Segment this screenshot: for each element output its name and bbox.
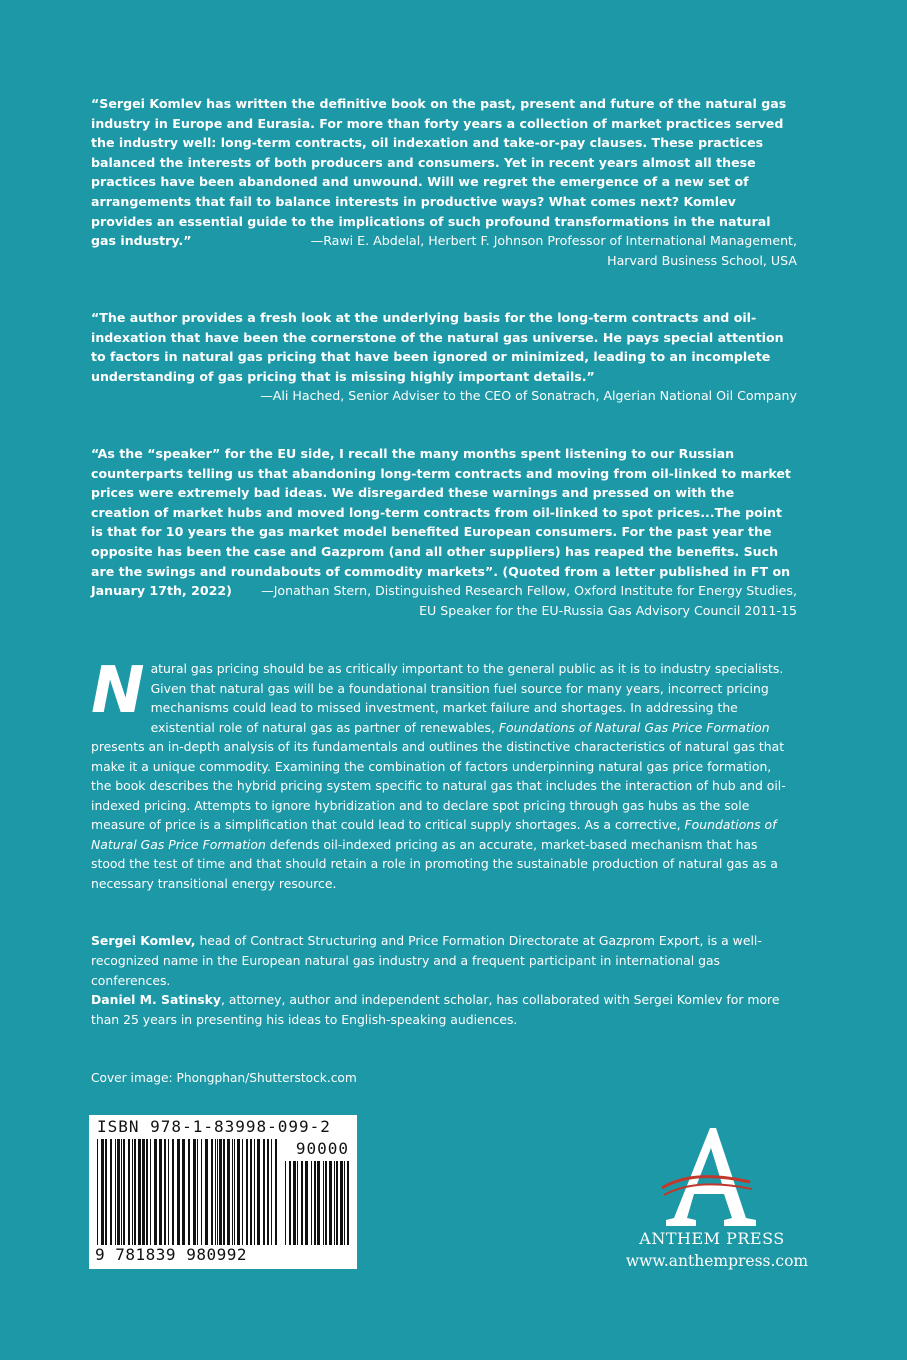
barcode-bar: [215, 1139, 216, 1245]
barcode-bar: [146, 1139, 148, 1245]
barcode-bar: [285, 1161, 286, 1245]
barcode-bar: [193, 1139, 196, 1245]
barcode-bar: [188, 1139, 190, 1245]
publisher-name: ANTHEM PRESS: [639, 1229, 785, 1248]
barcode-bar: [182, 1139, 185, 1245]
barcode-bar: [110, 1139, 112, 1245]
barcode-bar: [325, 1161, 327, 1245]
book-title-italic: Foundations of Natural Gas Price Formation: [498, 719, 770, 735]
author-name: Daniel M. Satinsky: [91, 992, 221, 1007]
barcode-bar: [267, 1139, 269, 1245]
barcode-bar: [105, 1139, 107, 1245]
barcode-bar: [336, 1161, 338, 1245]
ean-digits: 9 781839 980992: [95, 1245, 247, 1264]
barcode-bar: [177, 1139, 180, 1245]
ean-barcode-bars: [97, 1139, 277, 1245]
endorsement-attribution-3: [91, 581, 797, 620]
author-bio-satinsky: [91, 990, 801, 1030]
barcode-bar: [142, 1139, 145, 1245]
barcode-bar: [115, 1139, 116, 1245]
endorsement-attribution-1: [91, 231, 797, 270]
barcode-bar: [232, 1139, 233, 1245]
barcode-bar: [134, 1139, 136, 1245]
attribution-line: Harvard Business School, USA: [607, 252, 797, 268]
barcode-bar: [311, 1161, 312, 1245]
barcode-bar: [132, 1139, 133, 1245]
barcode-bar: [234, 1139, 235, 1245]
price-code: 90000: [295, 1139, 349, 1158]
attribution-line: —Ali Hached, Senior Adviser to the CEO of Sonatrach, Algerian National Oil Company: [260, 388, 797, 403]
barcode-bar: [317, 1161, 320, 1245]
barcode-bar: [293, 1161, 296, 1245]
barcode-bar: [172, 1139, 174, 1245]
barcode-bar: [97, 1139, 98, 1245]
dropcap: N: [91, 654, 145, 728]
cover-image-credit: Cover image: Phongphan/Shutterstock.com: [91, 1071, 357, 1085]
barcode-bar: [211, 1139, 213, 1245]
barcode-bar: [329, 1161, 332, 1245]
description-text: presents an in-depth analysis of its fundamentals and outlines the distinctive characteristics of natural gas that make it a unique commodity. Examining the combination of factors underpinning natural gas price formation, the book describes the hybrid pricing system specific to natural gas that includes the interaction of hub and oil-indexed pricing. Attempts to ignore hybridization and to declare spot pricing through gas hubs as the sole measure of price is a simplification that could lead to critical supply shortages. As a corrective,: [91, 739, 786, 832]
endorsement-quote-1: “Sergei Komlev has written the definitive book on the past, present and future of the natural gas industry in Europe and Eurasia. For more than forty years a collection of market practices served the industry well: long-term contracts, oil indexation and take-or-pay clauses. These practices balanced the interests of both producers and consumers. Yet in recent years almost all these practices have been abandoned and unwound. Will we regret the emergence of a new set of arrangements that fail to balance interests in productive ways? What comes next? Komlev provides an essential guide to the implications of such profound transformations in the natural gas industry.”: [91, 96, 787, 249]
barcode-bar: [121, 1139, 122, 1245]
barcode-bar: [297, 1161, 298, 1245]
author-bio-text: head of Contract Structuring and Price Formation Directorate at Gazprom Export, is a well-recognized name in the European natural gas industry and a frequent participant in international gas conferences.: [91, 933, 762, 988]
barcode-bar: [117, 1139, 120, 1245]
attribution-line: —Rawi E. Abdelal, Herbert F. Johnson Professor of International Management,: [310, 233, 797, 248]
book-description: [91, 654, 791, 893]
barcode-bar: [275, 1139, 277, 1245]
barcode-bar: [123, 1139, 125, 1245]
attribution-line: EU Speaker for the EU-Russia Gas Advisory Council 2011-15: [419, 602, 797, 618]
barcode-bar: [257, 1139, 260, 1245]
barcode-bar: [242, 1139, 243, 1245]
barcode-bar: [150, 1139, 151, 1245]
barcode-bar: [289, 1161, 291, 1245]
barcode-bar: [223, 1139, 225, 1245]
endorsement-attribution-2: [91, 386, 797, 406]
barcode-bar: [263, 1139, 265, 1245]
barcode-bar: [164, 1139, 166, 1245]
description-text: atural gas pricing should be as critically important to the general public as it is to industry specialists. Given that natural gas will be a foundational transition fuel source for many years, incorrect pricing mechanisms could lead to missed investment, market failure and shortages. In addressing the existential role of natural gas as partner of renewables,: [150, 661, 784, 735]
barcode-bar: [227, 1139, 230, 1245]
barcode-bar: [314, 1161, 316, 1245]
barcode-bar: [128, 1139, 130, 1245]
barcode-bar: [168, 1139, 169, 1245]
barcode-bar: [101, 1139, 104, 1245]
barcode-bar: [340, 1161, 343, 1245]
barcode-bar: [205, 1139, 208, 1245]
author-name: Sergei Komlev,: [91, 933, 196, 948]
barcode-bar: [334, 1161, 335, 1245]
barcode-bar: [138, 1139, 141, 1245]
addon-barcode-bars: [285, 1161, 349, 1245]
attribution-line: —Jonathan Stern, Distinguished Research Fellow, Oxford Institute for Energy Studies,: [261, 583, 797, 598]
book-title-italic: Foundations of Natural Gas Price Formation: [91, 817, 777, 852]
isbn-label: ISBN 978-1-83998-099-2: [97, 1117, 331, 1136]
author-bio-text: , attorney, author and independent scholar, has collaborated with Sergei Komlev for more than 25 years in presenting his ideas to English-speaking audiences.: [91, 992, 780, 1027]
publisher-website: www.anthempress.com: [625, 1252, 809, 1270]
barcode-bar: [201, 1139, 202, 1245]
barcode-bar: [250, 1139, 252, 1245]
barcode-bar: [246, 1139, 248, 1245]
barcode-bar: [323, 1161, 324, 1245]
barcode-bar: [217, 1139, 218, 1245]
isbn-barcode: [89, 1115, 357, 1269]
author-bio-komlev: [91, 931, 801, 991]
barcode-bar: [154, 1139, 157, 1245]
barcode-bar: [347, 1161, 349, 1245]
barcode-bar: [305, 1161, 308, 1245]
barcode-bar: [237, 1139, 240, 1245]
description-text: defends oil-indexed pricing as an accurate, market-based mechanism that has stood the test of time and that should retain a role in promoting the sustainable production of natural gas as a necessary transitional energy resource.: [91, 836, 778, 891]
anthem-press-logo-icon: [660, 1122, 760, 1232]
barcode-bar: [219, 1139, 222, 1245]
barcode-bar: [271, 1139, 272, 1245]
barcode-bar: [159, 1139, 162, 1245]
endorsement-quote-3: “As the “speaker” for the EU side, I recall the many months spent listening to our Russian counterparts telling us that abandoning long-term contracts and moving from oil-linked to market prices were extremely bad ideas. We disregarded these warnings and pressed on with the creation of market hubs and moved long-term contracts from oil-linked to spot prices...The point is that for 10 years the gas market model benefited European consumers. For the past year the opposite has been the case and Gazprom (and all other suppliers) has reaped the benefits. Such are the swings and roundabouts of commodity markets”. (Quoted from a letter published in FT on January 17th, 2022): [91, 446, 791, 599]
barcode-bar: [344, 1161, 345, 1245]
barcode-bar: [197, 1139, 198, 1245]
endorsement-quote-2: “The author provides a fresh look at the underlying basis for the long-term contracts and oil-indexation that have been the cornerstone of the natural gas universe. He pays special attention to factors in natural gas pricing that have been ignored or minimized, leading to an incomplete understanding of gas pricing that is missing highly important details.”: [91, 310, 784, 384]
barcode-bar: [254, 1139, 255, 1245]
barcode-bar: [301, 1161, 303, 1245]
